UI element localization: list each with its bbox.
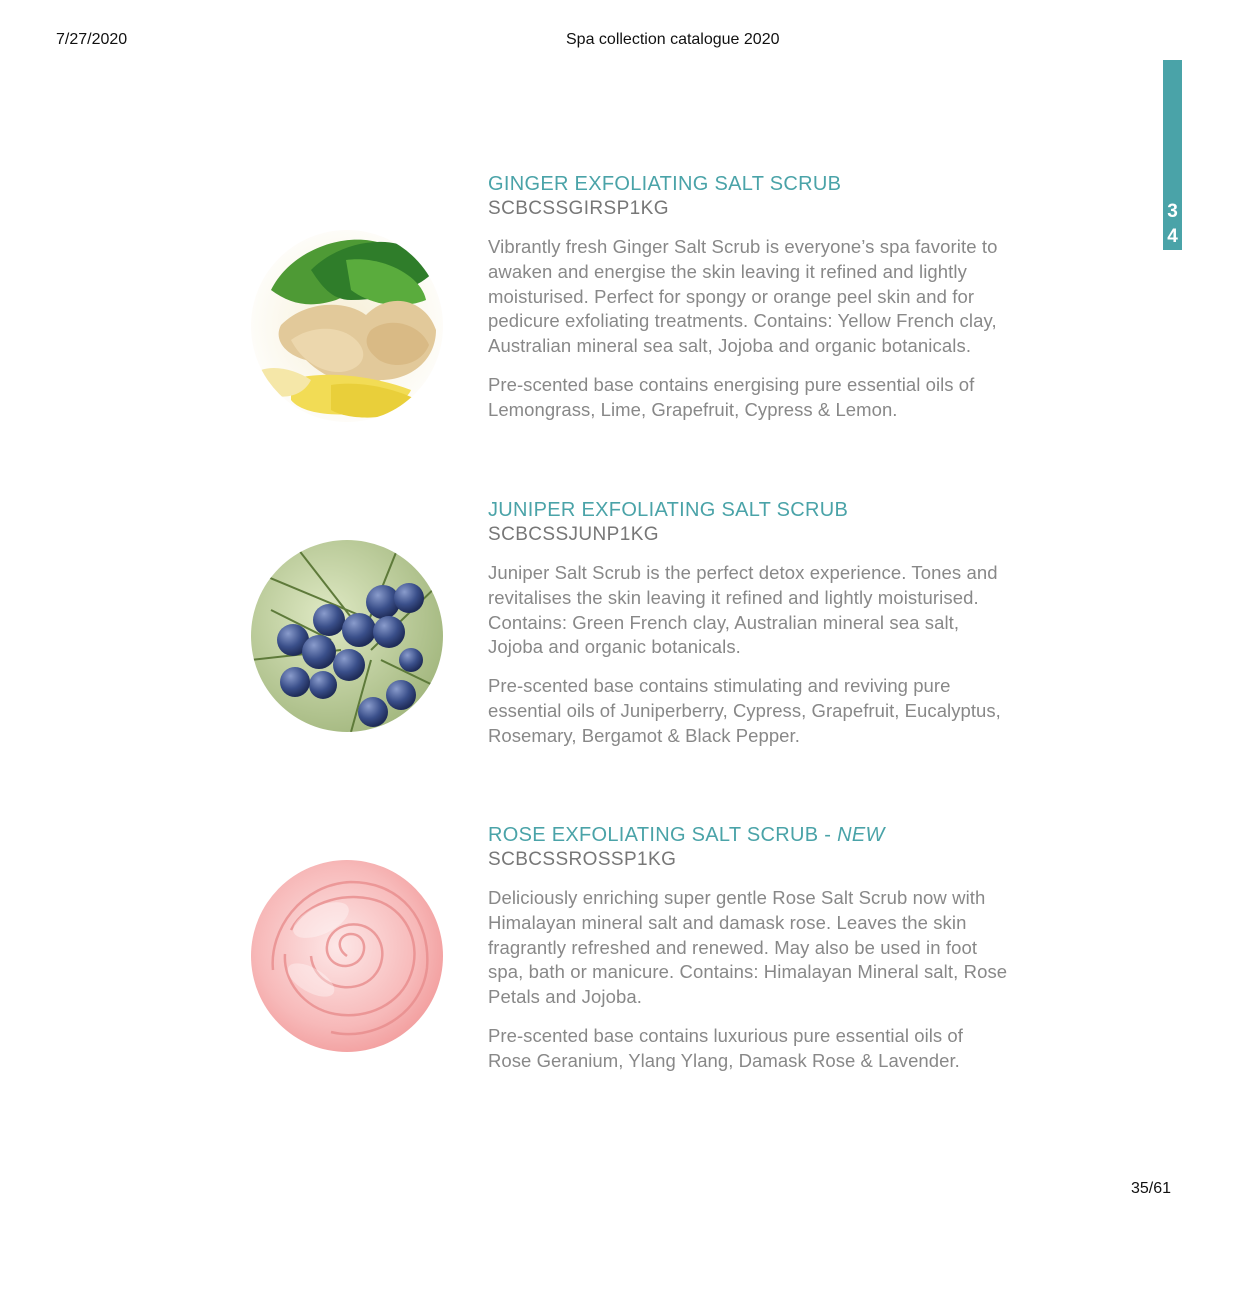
ginger-photo-icon: [251, 230, 443, 422]
rose-photo-icon: [251, 860, 443, 1052]
section-number-digit: 4: [1167, 226, 1178, 247]
product-code: SCBCSSJUNP1KG: [488, 524, 659, 545]
product-description: Deliciously enriching super gentle Rose Salt Scrub now with Himalayan mineral salt and damask rose. Leaves the skin fragrantly refreshed and renewed. May also be used in foot spa, bath or manicure. Contains: Himalayan Mineral salt, Rose Petals and Jojoba.: [488, 887, 1008, 1008]
product-oils: Pre-scented base contains luxurious pure essential oils of Rose Geranium, Ylang Ylang, Damask Rose & Lavender.: [488, 1024, 963, 1071]
product-code: SCBCSSGIRSP1KG: [488, 198, 669, 219]
product-title-text: ROSE EXFOLIATING SALT SCRUB -: [488, 824, 838, 846]
header-title: Spa collection catalogue 2020: [566, 31, 780, 48]
product-description: Juniper Salt Scrub is the perfect detox experience. Tones and revitalises the skin leaving it refined and lightly moisturised. Contains: Green French clay, Australian mineral sea salt, Jojoba and organic botanicals.: [488, 562, 998, 658]
page-number: 35/61: [1131, 1180, 1172, 1197]
product-description: Vibrantly fresh Ginger Salt Scrub is everyone’s spa favorite to awaken and energise the skin leaving it refined and lightly moisturised. Perfect for spongy or orange peel skin and for pedicure exfoliating treatments. Contains: Yellow French clay, Australian mineral sea salt, Jojoba and organic botanicals.: [488, 236, 998, 357]
product-rose: [488, 823, 1008, 1074]
product-oils: Pre-scented base contains energising pure essential oils of Lemongrass, Lime, Grapefruit, Cypress & Lemon.: [488, 373, 975, 420]
header-date: 7/27/2020: [56, 31, 128, 48]
product-oils: Pre-scented base contains stimulating and reviving pure essential oils of Juniperberry, Cypress, Grapefruit, Eucalyptus, Rosemary, Bergamot & Black Pepper.: [488, 675, 1001, 746]
product-code: SCBCSSROSSP1KG: [488, 849, 677, 870]
product-title: GINGER EXFOLIATING SALT SCRUB: [488, 173, 842, 195]
new-badge: NEW: [837, 824, 885, 846]
section-tab: [1163, 60, 1182, 250]
section-number-digit: 3: [1167, 201, 1178, 222]
product-title: JUNIPER EXFOLIATING SALT SCRUB: [488, 499, 849, 521]
juniper-berries-photo-icon: [251, 540, 443, 732]
product-juniper: [488, 498, 1008, 749]
product-ginger: [488, 172, 1008, 423]
product-title: [488, 823, 1008, 847]
